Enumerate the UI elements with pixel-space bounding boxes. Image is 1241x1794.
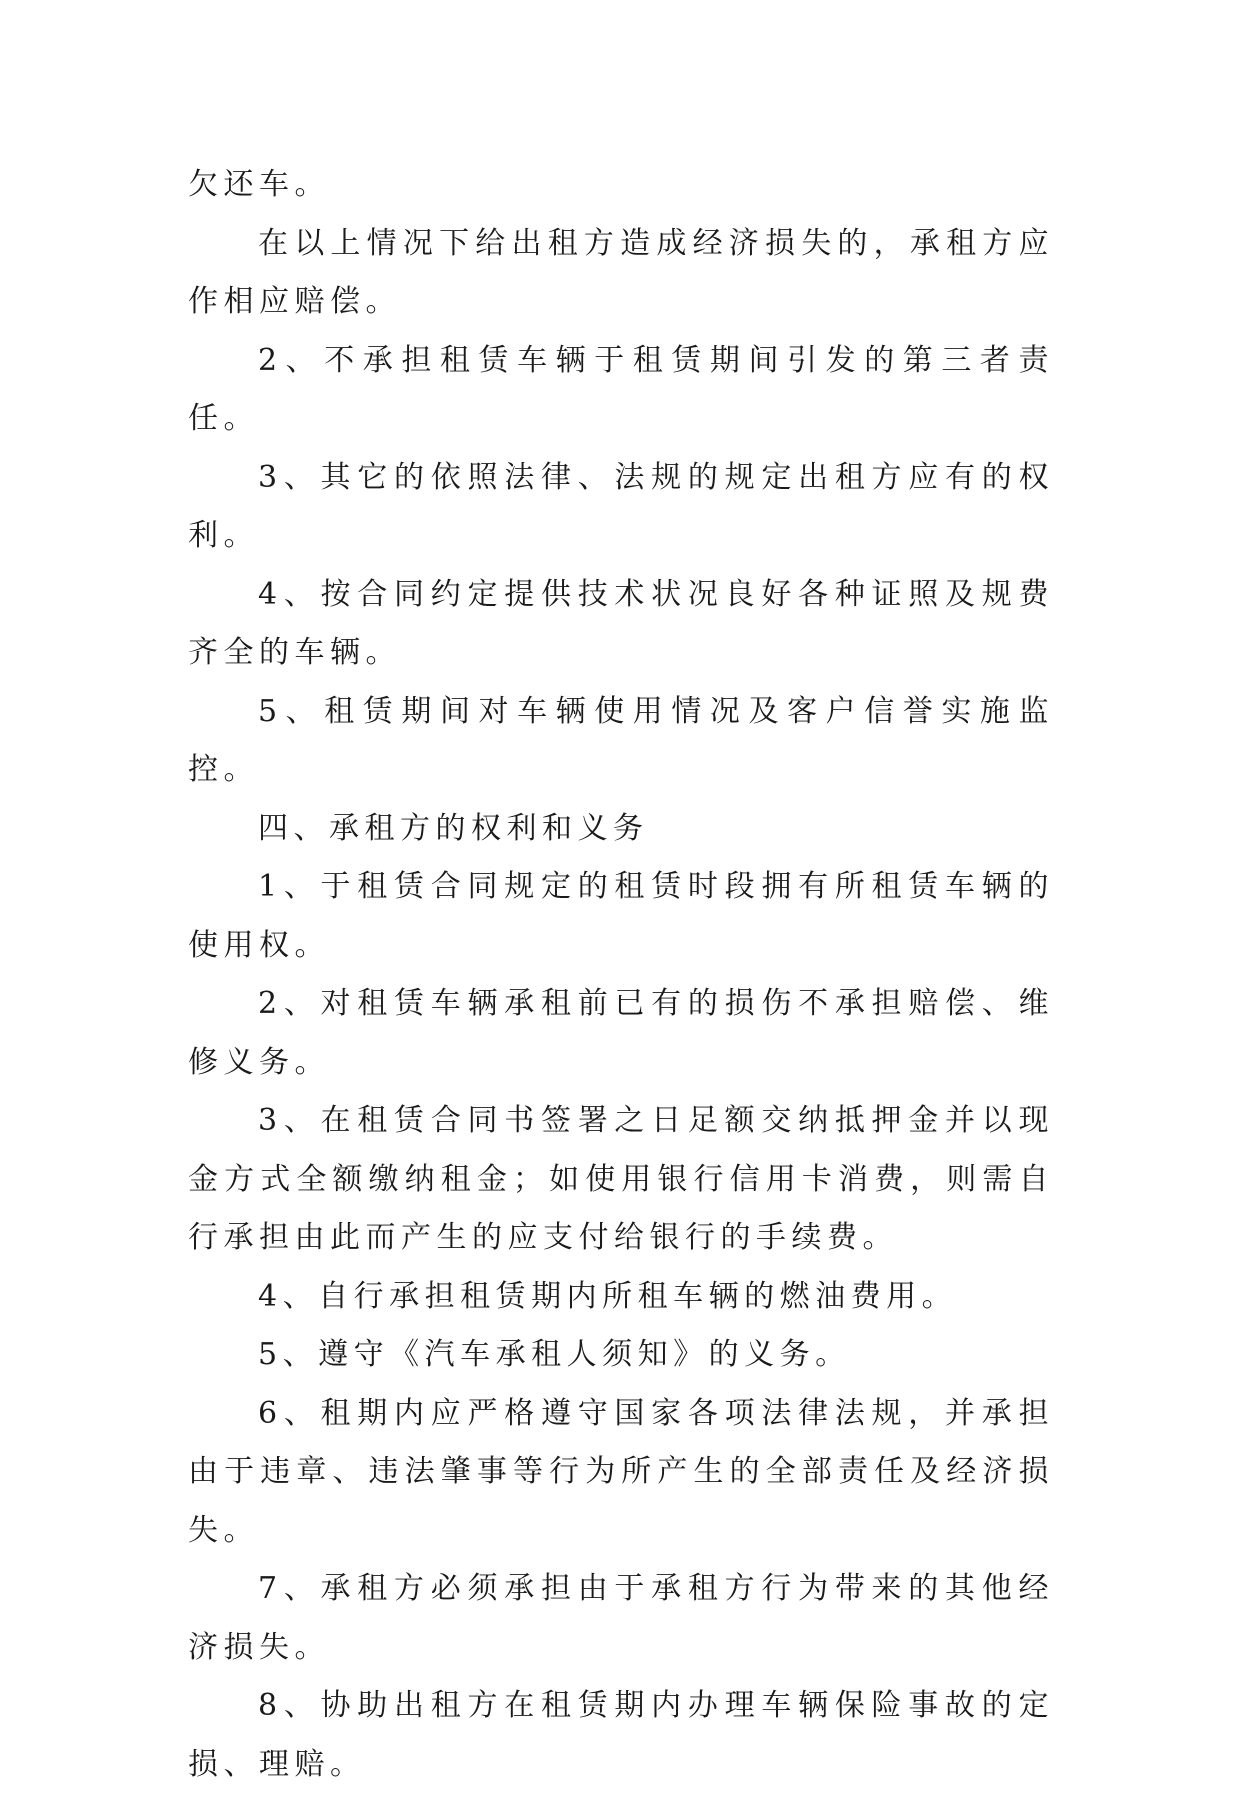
paragraph-lessor-item-5: 5、租赁期间对车辆使用情况及客户信誉实施监控。 [188, 693, 1054, 787]
paragraph-lessee-item-3: 3、在租赁合同书签署之日足额交纳抵押金并以现金方式全额缴纳租金；如使用银行信用卡消费，则需自行承担由此而产生的应支付给银行的手续费。 [188, 1103, 1054, 1255]
section-heading-lessee-rights: 四、承租方的权利和义务 [258, 810, 649, 846]
paragraph-continuation: 欠还车。 [188, 167, 330, 202]
paragraph-lessee-item-4: 4、自行承担租赁期内所租车辆的燃油费用。 [258, 1278, 958, 1314]
paragraph-lessor-item-4: 4、按合同约定提供技术状况良好各种证照及规费齐全的车辆。 [188, 576, 1054, 670]
paragraph-lessee-item-1: 1、于租赁合同规定的租赁时段拥有所租赁车辆的使用权。 [188, 869, 1054, 963]
paragraph-lessee-item-5: 5、遵守《汽车承租人须知》的义务。 [258, 1337, 851, 1372]
paragraph-lessor-item-3: 3、其它的依照法律、法规的规定出租方应有的权利。 [188, 459, 1054, 553]
paragraph-lessee-item-6: 6、租期内应严格遵守国家各项法律法规，并承担由于违章、违法肇事等行为所产生的全部责任及经济损失。 [188, 1395, 1054, 1548]
paragraph-lessor-item-2: 2、不承担租赁车辆于租赁期间引发的第三者责任。 [188, 342, 1054, 436]
paragraph-lessee-item-2: 2、对租赁车辆承租前已有的损伤不承担赔偿、维修义务。 [188, 986, 1054, 1080]
paragraph-compensation: 在以上情况下给出租方造成经济损失的，承租方应作相应赔偿。 [188, 225, 1054, 319]
paragraph-lessee-item-8: 8、协助出租方在租赁期内办理车辆保险事故的定损、理赔。 [188, 1688, 1054, 1782]
document-body [188, 156, 1054, 1794]
paragraph-lessee-item-7: 7、承租方必须承担由于承租方行为带来的其他经济损失。 [188, 1571, 1054, 1665]
